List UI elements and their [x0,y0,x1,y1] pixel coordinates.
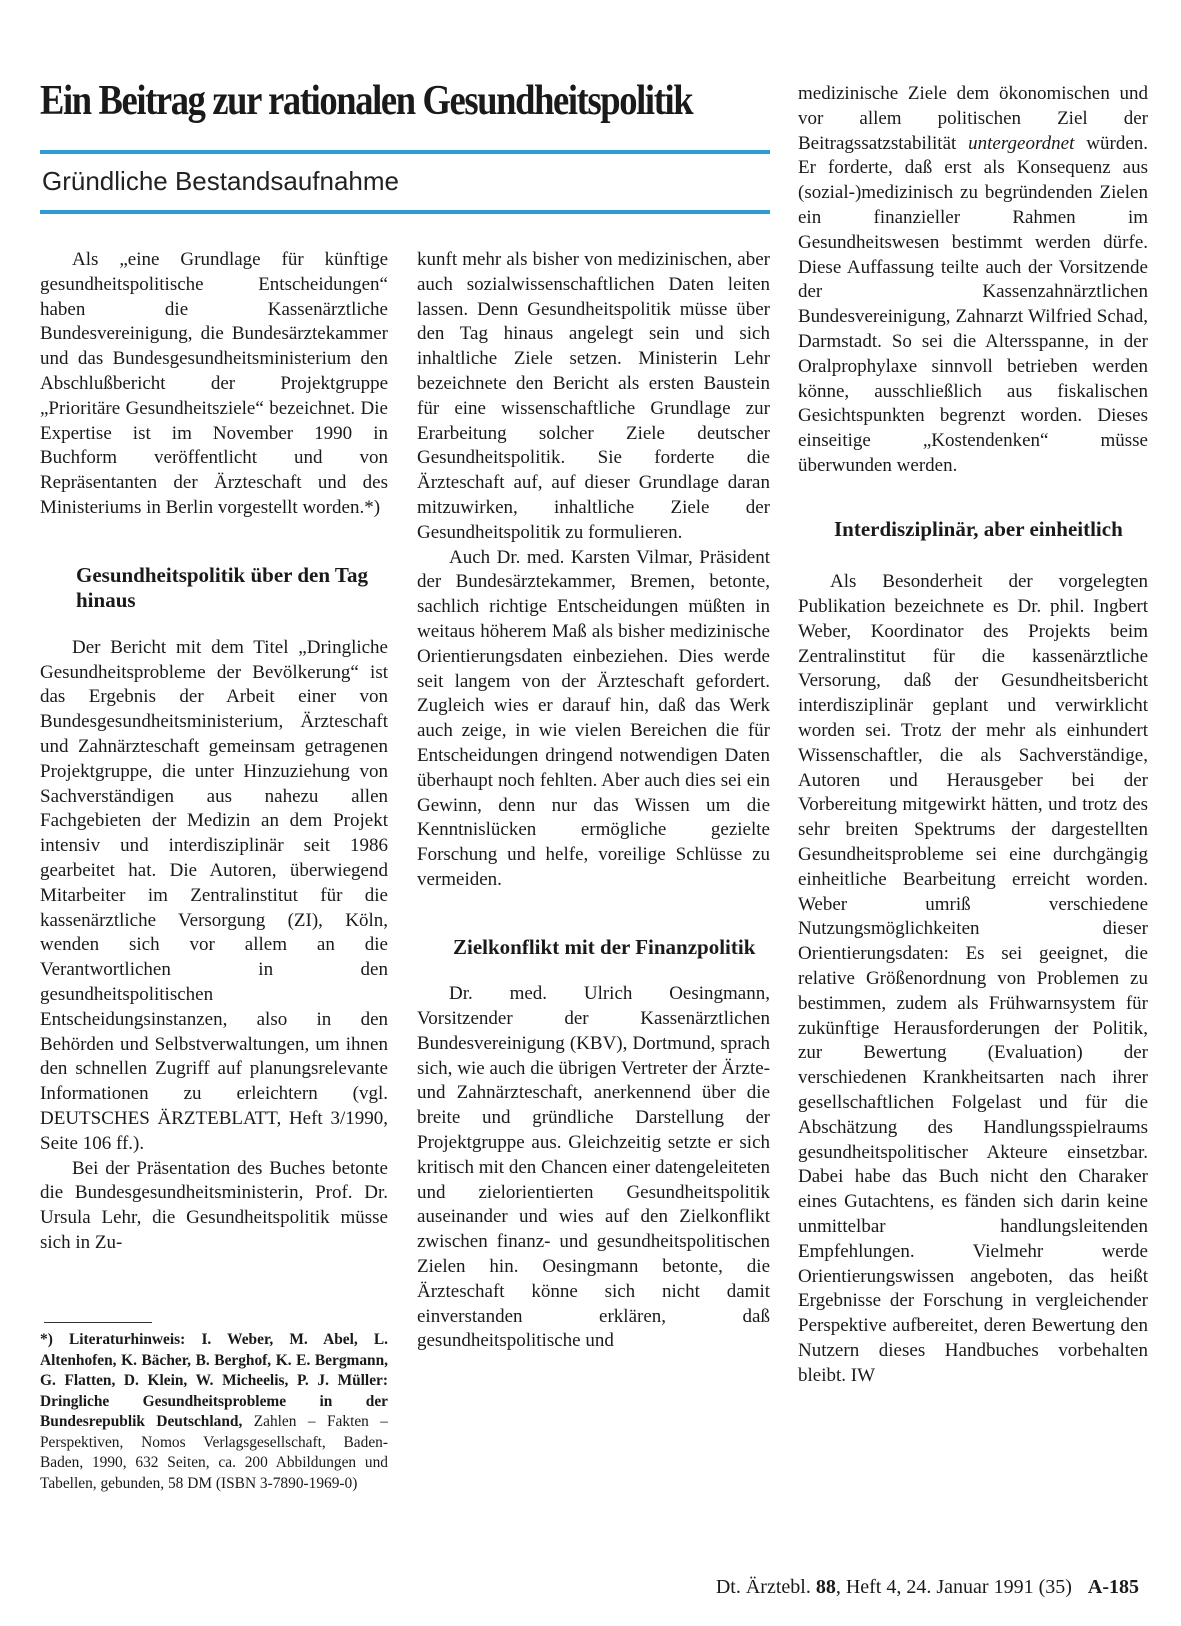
paragraph: Als „eine Grundlage für künftige gesundheitspolitische Entscheidungen“ haben die Kassenärztliche Bundesvereinigung, die Bundesärztekammer und das Bundesgesundheitsministerium den Abschlußbericht der Projektgruppe „Prioritäre Gesundheitsziele“ bezeichnet. Die Expertise ist im November 1990 in Buchform veröffentlicht und von Repräsentanten der Ärzteschaft und des Ministeriums in Berlin vorgestellt worden.*) [40,249,388,518]
article-title: Ein Beitrag zur rationalen Gesundheitspolitik [40,77,693,124]
paragraph: Bei der Präsentation des Buches betonte die Bundesgesundheitsministerin, Prof. Dr. Ursula Lehr, die Gesundheitspolitik müsse sich in Zu- [40,1157,388,1253]
emphasis: untergeordnet [968,132,1075,154]
journal-volume: 88 [815,1576,836,1598]
column-3 [798,82,1148,1389]
paragraph: kunft mehr als bisher von medizinischen, aber auch sozialwissenschaftlichen Daten leiten lassen. Denn Gesundheitspolitik müsse über den Tag hinaus angelegt sein und sich inhaltliche Ziele setzen. Ministerin Lehr bezeichnete den Bericht als ersten Baustein für eine wissenschaftliche Grundlage zur Erarbeitung solcher Ziele deutscher Gesundheitspolitik. Sie forderte die Ärzteschaft auf, auf dieser Grundlage daran mitzuwirken, inhaltliche Ziele der Gesundheitspolitik zu formulieren. [417,249,770,543]
footnote-details: Zahlen – Fakten – Perspektiven, Nomos Verlagsgesellschaft, Baden-Baden, 1990, 632 Seiten, ca. 200 Abbildungen und Tabellen, gebunden, 58 DM (ISBN 3-7890-1969-0) [40,1413,388,1492]
issue-info: , Heft 4, 24. Januar 1991 (35) [835,1576,1072,1598]
footnote [40,1330,388,1494]
section-heading: Zielkonflikt mit der Finanzpolitik [453,934,756,959]
paragraph: Der Bericht mit dem Titel „Dringliche Gesundheitsprobleme der Bevölkerung“ ist das Ergebnis der Arbeit einer von Bundesgesundheitsministerium, Ärzteschaft und Zahnärzteschaft gemeinsam getragenen Projektgruppe, die unter Hinzuziehung von Sachverständigen aus nahezu allen Fachgebieten der Medizin an dem Projekt intensiv und interdisziplinär seit 1986 gearbeitet hat. Die Autoren, überwiegend Mitarbeiter im Zentralinstitut für die kassenärztliche Versorgung (ZI), Köln, wenden sich vor allem an die Verantwortlichen in den gesundheitspolitischen Entscheidungsinstanzen, also in den Behörden und Selbstverwaltungen, um ihnen den schnellen Zugriff auf planungsrelevante Informationen zu erleichtern (vgl. DEUTSCHES ÄRZTEBLATT, Heft 3/1990, Seite 106 ff.). [40,636,388,1154]
paragraph: Als Besonderheit der vorgelegten Publikation bezeichnete es Dr. phil. Ingbert Weber, Koordinator des Projekts beim Zentralinstitut für die kassenärztliche Versorung, daß der Gesundheitsbericht interdisziplinär geplant und verwirklicht worden sei. Trotz der mehr als einhundert Wissenschaftler, die als Sachverständige, Autoren und Herausgeber bei der Vorbereitung mitgewirkt hätten, und trotz des sehr breiten Spektrums der dargestellten Gesundheitsprobleme sei eine durchgängig einheitliche Bearbeitung erreicht worden. Weber umriß verschiedene Nutzungsmöglichkeiten dieser Orientierungsdaten: Es sei geeignet, die relative Größenordnung von Problemen zu bestimmen, zudem als Frühwarnsystem für zukünftige Herausforderungen der Politik, zur Bewertung (Evaluation) der verschiedenen Krankheitsarten nach ihrer gesellschaftlichen Folgelast und für die Abschätzung des Handlungsspielraums gesundheitspolitischer Akteure einsetzbar. Dabei habe das Buch nicht den Charaker eines Gutachtens, es fänden sich darin keine unmittelbar handlungsleitenden Empfehlungen. Vielmehr werde Orientierungswissen angeboten, das heißt Ergebnisse der Forschung in vergleichender Perspektive aufbereitet, deren Bewertung den Nutzern dieses Handbuches vorbehalten bleibt. IW [798,571,1148,1386]
text-run: medizinische Ziele dem ökonomischen und vor allem politischen Ziel der Beitragssatzstabilität [798,83,1148,154]
footnote-citation: *) Literaturhinweis: I. Weber, M. Abel, L. Altenhofen, K. Bächer, B. Berghof, K. E. Bergmann, G. Flatten, D. Klein, W. Micheelis, P. J. Müller: Dringliche Gesundheitsprobleme in der Bundesrepublik Deutschland, [40,1331,388,1430]
title-rule [40,150,770,154]
article-subtitle: Gründliche Bestandsaufnahme [42,166,400,196]
subtitle-rule [40,210,770,214]
page-number: A-185 [1087,1576,1139,1598]
page-footer [716,1576,1139,1599]
text-run: würden. Er forderte, daß erst als Konsequenz aus (sozial-)medizinisch zu begründenden Zielen ein finanzieller Rahmen im Gesundheitswesen bestimmt werden dürfe. Diese Auffassung teilte auch der Vorsitzende der Kassenzahnärztlichen Bundesvereinigung, Zahnarzt Wilfried Schad, Darmstadt. So sei die Altersspanne, in der Oralprophylaxe sinnvoll betrieben werden könne, ausschließlich aus fiskalischen Gesichtspunkten begrenzt worden. Dieses einseitige „Kostendenken“ müsse überwunden werden. [798,132,1148,476]
column-2 [417,248,770,1354]
paragraph: Auch Dr. med. Karsten Vilmar, Präsident der Bundesärztekammer, Bremen, betonte, sachlich richtige Entscheidungen müßten in weitaus höherem Maß als bisher medizinische Orientierungsdaten einbeziehen. Dies werde seit langem von der Ärzteschaft gefordert. Zugleich wies er darauf hin, daß das Werk auch zeige, in wie vielen Bereichen die für Entscheidungen dringend notwendigen Daten überhaupt noch fehlten. Aber auch dies sei ein Gewinn, denn nur das Wissen um die Kenntnislücken ermögliche gezielte Forschung und helfe, voreilige Schlüsse zu vermeiden. [417,546,770,890]
section-heading: Gesundheitspolitik über den Tag hinaus [76,562,368,613]
footnote-rule [44,1322,152,1323]
section-heading: Interdisziplinär, aber einheitlich [834,516,1123,541]
journal-name: Dt. Ärztebl. [715,1576,811,1598]
paragraph: Dr. med. Ulrich Oesingmann, Vorsitzender der Kassenärztlichen Bundesvereinigung (KBV), Dortmund, sprach sich, wie auch die übrigen Vertreter der Ärzte- und Zahnärzteschaft, anerkennend über die breite und gründliche Darstellung der Projektgruppe aus. Gleichzeitig setzte er sich kritisch mit den Chancen einer datengeleiteten und zielorientierten Gesundheitspolitik auseinander und wies auf den Zielkonflikt zwischen finanz- und gesundheitspolitischen Zielen hin. Oesingmann betonte, die Ärzteschaft könne sich nicht damit einverstanden erklären, daß gesundheitspolitische und [417,983,770,1352]
paragraph [798,82,1148,479]
column-1 [40,248,388,1256]
